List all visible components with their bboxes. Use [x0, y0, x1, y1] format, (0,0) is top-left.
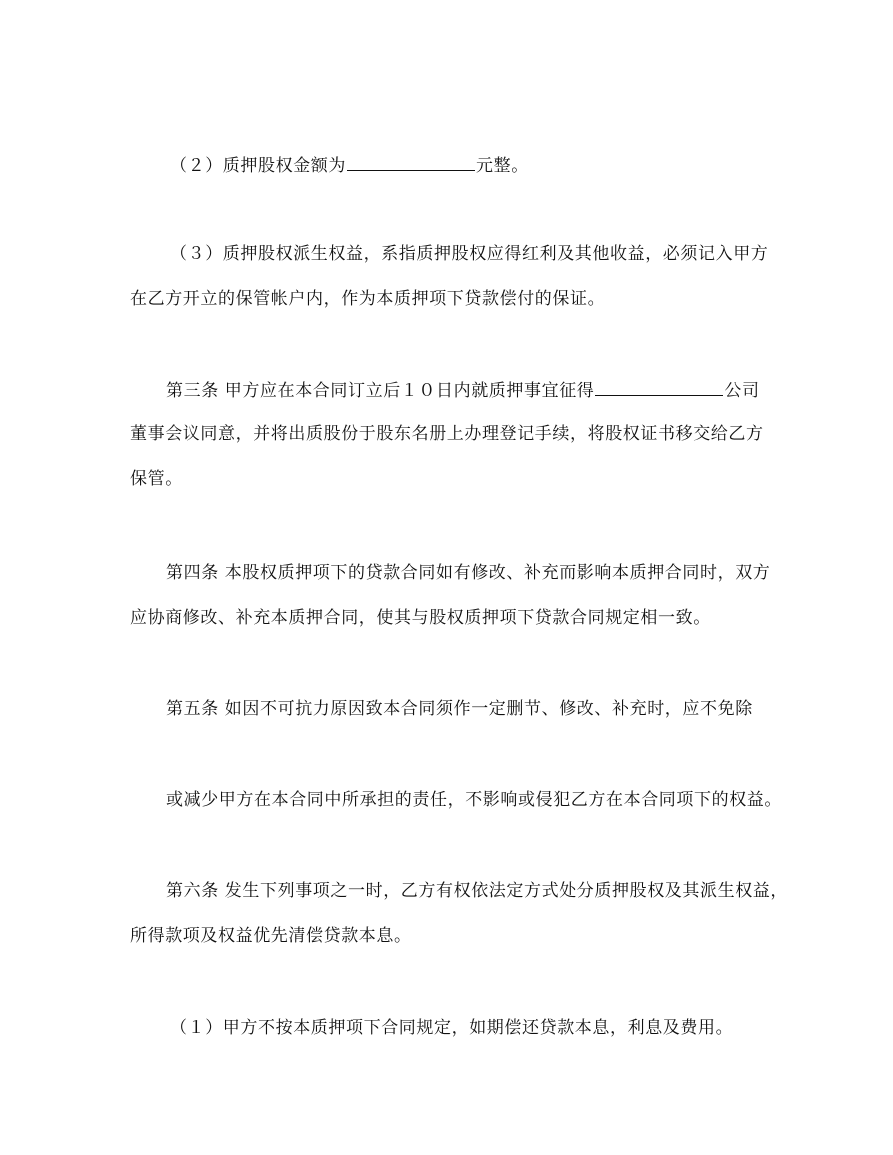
line-text: 董事会议同意，并将出质股份于股东名册上办理登记手续，将股权证书移交给乙方 [130, 424, 764, 444]
article-4-heading [166, 561, 806, 585]
article-4-continued [130, 606, 770, 630]
line-text: 第四条 本股权质押项下的贷款合同如有修改、补充而影响本质押合同时，双方 [166, 563, 771, 583]
article-3-end [130, 467, 770, 491]
article-6-continued [130, 924, 770, 948]
line-text: 第三条 甲方应在本合同订立后１０日内就质押事宜征得 [166, 381, 595, 401]
line-text: 第六条 发生下列事项之一时，乙方有权依法定方式处分质押股权及其派生权益， [166, 881, 789, 901]
blank-fill-line [595, 377, 723, 396]
line-text: 所得款项及权益优先清偿贷款本息。 [130, 926, 412, 946]
line-text: 在乙方开立的保管帐户内，作为本质押项下贷款偿付的保证。 [130, 289, 606, 309]
line-text: （２）质押股权金额为 [170, 156, 346, 176]
clause-2-2-pledged-amount [170, 152, 810, 178]
article-6-item-1 [170, 1016, 810, 1040]
article-5-continued [166, 788, 806, 812]
line-text: （１）甲方不按本质押项下合同规定，如期偿还贷款本息，利息及费用。 [170, 1018, 734, 1038]
line-text: 或减少甲方在本合同中所承担的责任，不影响或侵犯乙方在本合同项下的权益。 [166, 790, 782, 810]
line-text: 公司 [724, 381, 760, 401]
clause-2-3-continued [130, 287, 770, 311]
line-text: 保管。 [130, 469, 183, 489]
article-3-continued [130, 422, 770, 446]
clause-2-3-derived-rights [170, 242, 810, 266]
line-text: 元整。 [476, 156, 529, 176]
article-3-heading [166, 377, 806, 403]
line-text: 应协商修改、补充本质押合同，使其与股权质押项下贷款合同规定相一致。 [130, 608, 711, 628]
article-6-heading [166, 879, 806, 903]
line-text: 第五条 如因不可抗力原因致本合同须作一定删节、修改、补充时，应不免除 [166, 699, 753, 719]
line-text: （３）质押股权派生权益，系指质押股权应得红利及其他收益，必须记入甲方 [170, 244, 769, 264]
blank-fill-line [347, 152, 475, 171]
article-5-heading [166, 697, 806, 721]
